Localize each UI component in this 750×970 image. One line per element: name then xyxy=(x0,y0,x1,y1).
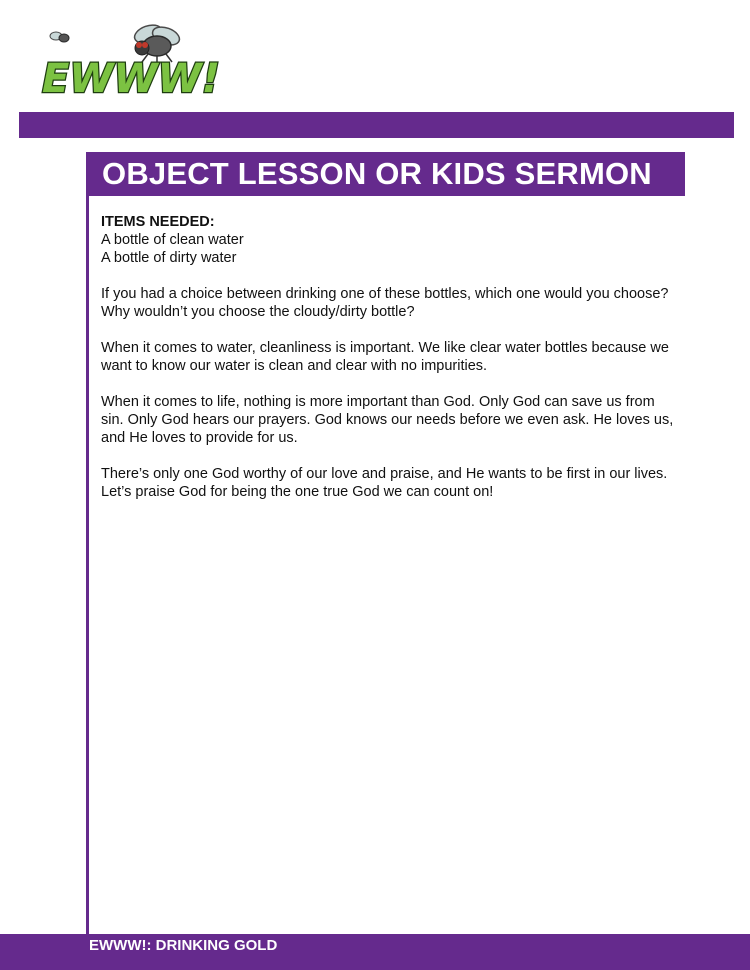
list-item: A bottle of dirty water xyxy=(101,250,237,266)
page-title: OBJECT LESSON OR KIDS SERMON xyxy=(86,152,685,196)
small-fly-icon xyxy=(50,32,69,42)
paragraph: If you had a choice between drinking one of these bottles, which one would you choose? Why wouldn’t you choose the cloudy/dirty bottle? xyxy=(101,286,669,320)
logo-wordmark: EWWW! xyxy=(42,56,220,102)
items-needed-heading: ITEMS NEEDED: xyxy=(101,214,215,230)
footer-bar xyxy=(0,934,750,970)
header-bar xyxy=(19,112,734,138)
paragraph: When it comes to life, nothing is more important than God. Only God can save us from sin. Only God hears our prayers. God knows our needs before we even ask. He loves us, and He loves to provide for us. xyxy=(101,394,674,446)
ewww-logo xyxy=(36,22,220,102)
footer-label: EWWW!: DRINKING GOLD xyxy=(89,937,278,954)
lesson-content xyxy=(101,213,681,519)
paragraph: When it comes to water, cleanliness is important. We like clear water bottles because we want to know our water is clean and clear with no impurities. xyxy=(101,340,669,374)
paragraph: There’s only one God worthy of our love and praise, and He wants to be first in our lives. Let’s praise God for being the one true God we can count on! xyxy=(101,466,668,500)
items-list xyxy=(101,231,681,267)
list-item: A bottle of clean water xyxy=(101,232,244,248)
left-rule xyxy=(86,152,89,934)
